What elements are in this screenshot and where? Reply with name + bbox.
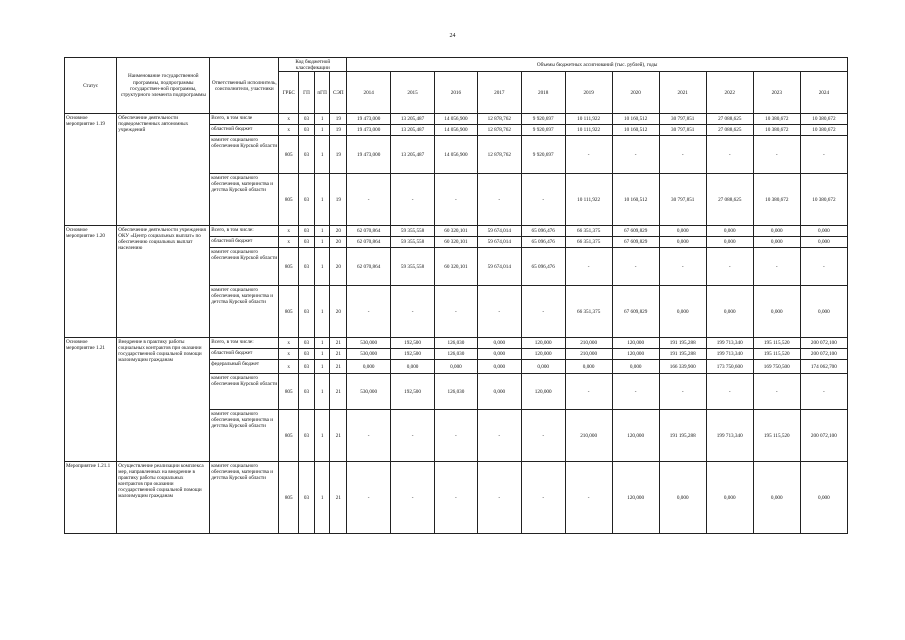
value-cell: 60 320,101 bbox=[435, 237, 478, 248]
value-cell: - bbox=[753, 248, 800, 286]
value-cell: 0,000 bbox=[612, 360, 659, 374]
value-cell: 199 713,340 bbox=[706, 338, 753, 349]
value-cell: - bbox=[521, 410, 565, 462]
code-cell: 805 bbox=[279, 286, 299, 338]
value-cell: - bbox=[391, 286, 435, 338]
code-cell: 805 bbox=[279, 248, 299, 286]
code-cell: 19 bbox=[330, 125, 347, 136]
value-cell: - bbox=[347, 410, 391, 462]
value-cell: 10 111,922 bbox=[565, 174, 612, 226]
value-cell: 10 380,672 bbox=[800, 174, 847, 226]
value-cell: - bbox=[435, 410, 478, 462]
value-cell: - bbox=[347, 462, 391, 534]
value-cell: 195 115,520 bbox=[753, 410, 800, 462]
value-cell: 530,000 bbox=[347, 374, 391, 410]
code-cell: 1 bbox=[314, 136, 330, 174]
status-header: Статус bbox=[65, 58, 117, 114]
status-cell: Основное мероприятие 1.20 bbox=[65, 226, 117, 338]
value-cell: 0,000 bbox=[659, 462, 706, 534]
value-cell: 0,000 bbox=[659, 286, 706, 338]
year-header: 2018 bbox=[521, 72, 565, 114]
value-cell: 12 878,762 bbox=[477, 114, 521, 125]
value-cell: - bbox=[612, 136, 659, 174]
name-cell: Осуществление реализации комплекса мер, направленных на внедрение в практику работы социальных контрактов при оказании государственной социальной помощи малоимущим гражданам bbox=[117, 462, 210, 534]
value-cell: 62 070,864 bbox=[347, 226, 391, 237]
value-cell: - bbox=[706, 248, 753, 286]
value-cell: 192,500 bbox=[391, 349, 435, 360]
value-cell: 66 351,375 bbox=[565, 237, 612, 248]
value-cell: - bbox=[521, 462, 565, 534]
value-cell: 10 380,672 bbox=[753, 114, 800, 125]
code-cell: 21 bbox=[330, 374, 347, 410]
value-cell: 166 339,900 bbox=[659, 360, 706, 374]
value-cell: 0,000 bbox=[391, 360, 435, 374]
code-cell: 1 bbox=[314, 237, 330, 248]
code-cell: x bbox=[279, 226, 299, 237]
value-cell: 120,000 bbox=[612, 349, 659, 360]
value-cell: 210,000 bbox=[565, 338, 612, 349]
value-cell: - bbox=[521, 286, 565, 338]
code-cell: 1 bbox=[314, 286, 330, 338]
value-cell: - bbox=[477, 462, 521, 534]
code-cell: 03 bbox=[299, 248, 315, 286]
value-cell: 66 351,375 bbox=[565, 286, 612, 338]
value-cell: - bbox=[477, 410, 521, 462]
value-cell: - bbox=[435, 174, 478, 226]
value-cell: - bbox=[800, 374, 847, 410]
value-cell: - bbox=[391, 410, 435, 462]
value-cell: - bbox=[391, 174, 435, 226]
code-cell: 03 bbox=[299, 125, 315, 136]
code-cell: 21 bbox=[330, 338, 347, 349]
value-cell: 0,000 bbox=[753, 462, 800, 534]
code-cell: 03 bbox=[299, 360, 315, 374]
value-cell: 9 920,697 bbox=[521, 136, 565, 174]
value-cell: 192,500 bbox=[391, 338, 435, 349]
value-cell: 530,000 bbox=[347, 349, 391, 360]
executor-cell: Всего, в том числе bbox=[210, 114, 279, 125]
value-cell: 0,000 bbox=[435, 360, 478, 374]
value-cell: 59 355,558 bbox=[391, 248, 435, 286]
value-cell: 0,000 bbox=[753, 226, 800, 237]
executor-cell: комитет социального обеспечения, материнства и детства Курской области bbox=[210, 174, 279, 226]
code-cell: 1 bbox=[314, 349, 330, 360]
year-header: 2024 bbox=[800, 72, 847, 114]
value-cell: 199 713,340 bbox=[706, 349, 753, 360]
value-cell: - bbox=[800, 136, 847, 174]
value-cell: 199 713,340 bbox=[706, 410, 753, 462]
budget-table bbox=[64, 57, 848, 534]
code-cell: 21 bbox=[330, 349, 347, 360]
value-cell: 27 088,625 bbox=[706, 174, 753, 226]
code-cell: 1 bbox=[314, 338, 330, 349]
code-group-header: Код бюджетной классификации bbox=[279, 58, 347, 72]
value-cell: - bbox=[435, 462, 478, 534]
value-cell: 530,000 bbox=[347, 338, 391, 349]
value-cell: 191 195,288 bbox=[659, 338, 706, 349]
code-cell: 03 bbox=[299, 286, 315, 338]
code-cell: 03 bbox=[299, 237, 315, 248]
value-cell: 173 750,600 bbox=[706, 360, 753, 374]
value-cell: 0,000 bbox=[706, 462, 753, 534]
code-cell: 1 bbox=[314, 248, 330, 286]
name-cell: Обеспечение деятельности учреждения ОКУ «Центр социальных выплат» по обеспечению социальных выплат населению bbox=[117, 226, 210, 338]
value-cell: 10 160,512 bbox=[612, 174, 659, 226]
code-col-header: СЭП bbox=[330, 72, 347, 114]
code-cell: x bbox=[279, 237, 299, 248]
value-cell: 65 096,476 bbox=[521, 248, 565, 286]
value-cell: 0,000 bbox=[706, 237, 753, 248]
value-cell: - bbox=[521, 174, 565, 226]
value-cell: 120,000 bbox=[521, 338, 565, 349]
value-cell: - bbox=[565, 248, 612, 286]
code-cell: x bbox=[279, 349, 299, 360]
value-cell: 120,000 bbox=[521, 374, 565, 410]
value-cell: 10 160,512 bbox=[612, 114, 659, 125]
value-cell: - bbox=[706, 136, 753, 174]
value-cell: 9 920,697 bbox=[521, 114, 565, 125]
value-cell: 13 205,487 bbox=[391, 125, 435, 136]
value-cell: 210,000 bbox=[565, 349, 612, 360]
code-cell: 19 bbox=[330, 136, 347, 174]
value-cell: 59 674,014 bbox=[477, 226, 521, 237]
value-cell: 59 355,558 bbox=[391, 226, 435, 237]
year-header: 2017 bbox=[477, 72, 521, 114]
value-cell: 0,000 bbox=[521, 360, 565, 374]
value-cell: - bbox=[612, 248, 659, 286]
executor-cell: комитет социального обеспечения, материнства и детства Курской области bbox=[210, 286, 279, 338]
code-cell: 19 bbox=[330, 114, 347, 125]
value-cell: 30 797,851 bbox=[659, 125, 706, 136]
table-body bbox=[65, 114, 848, 534]
value-cell: 10 380,672 bbox=[800, 125, 847, 136]
code-cell: x bbox=[279, 114, 299, 125]
value-cell: 120,000 bbox=[521, 349, 565, 360]
name-header: Наименование государственной программы, подпрограммы государствен-ной программы, структурного элемента подпрограммы bbox=[117, 58, 210, 114]
code-cell: 03 bbox=[299, 226, 315, 237]
code-cell: 1 bbox=[314, 125, 330, 136]
code-cell: 1 bbox=[314, 226, 330, 237]
value-cell: 191 195,288 bbox=[659, 410, 706, 462]
value-cell: 191 195,288 bbox=[659, 349, 706, 360]
value-cell: 65 096,476 bbox=[521, 237, 565, 248]
code-cell: 20 bbox=[330, 237, 347, 248]
name-cell: Обеспечение деятельности подведомственных автономных учреждений bbox=[117, 114, 210, 226]
code-cell: 03 bbox=[299, 410, 315, 462]
value-cell: 67 609,829 bbox=[612, 226, 659, 237]
status-cell: Основное мероприятие 1.21 bbox=[65, 338, 117, 462]
code-cell: x bbox=[279, 360, 299, 374]
value-cell: 0,000 bbox=[659, 237, 706, 248]
value-cell: - bbox=[565, 462, 612, 534]
value-cell: 200 072,100 bbox=[800, 410, 847, 462]
value-cell: 0,000 bbox=[477, 374, 521, 410]
value-cell: 27 088,625 bbox=[706, 114, 753, 125]
value-cell: 14 056,900 bbox=[435, 125, 478, 136]
value-cell: 0,000 bbox=[800, 462, 847, 534]
volume-group-header: Объемы бюджетных ассигнований (тыс. рублей), годы bbox=[347, 58, 848, 72]
name-cell: Внедрение в практику работы социальных контрактов при оказании государственной социальной помощи малоимущим гражданам bbox=[117, 338, 210, 462]
value-cell: - bbox=[347, 286, 391, 338]
value-cell: 10 380,672 bbox=[753, 174, 800, 226]
code-cell: 03 bbox=[299, 338, 315, 349]
value-cell: 62 070,864 bbox=[347, 237, 391, 248]
executor-cell: комитет социального обеспечения Курской области bbox=[210, 248, 279, 286]
value-cell: 59 355,558 bbox=[391, 237, 435, 248]
code-cell: 805 bbox=[279, 410, 299, 462]
value-cell: - bbox=[706, 374, 753, 410]
year-header: 2021 bbox=[659, 72, 706, 114]
code-cell: 805 bbox=[279, 374, 299, 410]
year-header: 2023 bbox=[753, 72, 800, 114]
code-cell: 20 bbox=[330, 286, 347, 338]
value-cell: 200 072,100 bbox=[800, 338, 847, 349]
code-cell: 1 bbox=[314, 174, 330, 226]
code-cell: 1 bbox=[314, 360, 330, 374]
code-cell: 21 bbox=[330, 360, 347, 374]
value-cell: - bbox=[659, 374, 706, 410]
code-col-header: ГРБС bbox=[279, 72, 299, 114]
value-cell: 12 878,762 bbox=[477, 125, 521, 136]
value-cell: 59 674,014 bbox=[477, 248, 521, 286]
year-header: 2022 bbox=[706, 72, 753, 114]
table-header bbox=[65, 58, 848, 114]
value-cell: 67 609,829 bbox=[612, 286, 659, 338]
value-cell: - bbox=[565, 136, 612, 174]
table-row bbox=[65, 338, 848, 349]
code-cell: 805 bbox=[279, 136, 299, 174]
value-cell: - bbox=[477, 174, 521, 226]
value-cell: 0,000 bbox=[800, 226, 847, 237]
value-cell: 66 351,375 bbox=[565, 226, 612, 237]
code-cell: 20 bbox=[330, 226, 347, 237]
value-cell: 12 878,762 bbox=[477, 136, 521, 174]
executor-cell: областной бюджет bbox=[210, 349, 279, 360]
status-cell: Основное мероприятие 1.19 bbox=[65, 114, 117, 226]
value-cell: 174 062,700 bbox=[800, 360, 847, 374]
value-cell: 192,500 bbox=[391, 374, 435, 410]
value-cell: 10 160,512 bbox=[612, 125, 659, 136]
code-cell: 03 bbox=[299, 114, 315, 125]
value-cell: 120,000 bbox=[612, 462, 659, 534]
value-cell: - bbox=[477, 286, 521, 338]
value-cell: 0,000 bbox=[706, 286, 753, 338]
value-cell: - bbox=[391, 462, 435, 534]
value-cell: 0,000 bbox=[477, 349, 521, 360]
value-cell: 10 111,922 bbox=[565, 125, 612, 136]
value-cell: 19 473,000 bbox=[347, 136, 391, 174]
value-cell: 13 205,487 bbox=[391, 114, 435, 125]
code-cell: 805 bbox=[279, 174, 299, 226]
value-cell: 120,000 bbox=[612, 338, 659, 349]
value-cell: 10 380,672 bbox=[800, 114, 847, 125]
code-cell: x bbox=[279, 125, 299, 136]
value-cell: 10 111,922 bbox=[565, 114, 612, 125]
code-cell: 805 bbox=[279, 462, 299, 534]
value-cell: 67 609,829 bbox=[612, 237, 659, 248]
value-cell: 60 320,101 bbox=[435, 226, 478, 237]
year-header: 2019 bbox=[565, 72, 612, 114]
value-cell: 10 380,672 bbox=[753, 125, 800, 136]
value-cell: 0,000 bbox=[753, 237, 800, 248]
code-cell: 03 bbox=[299, 462, 315, 534]
code-cell: 21 bbox=[330, 462, 347, 534]
executor-cell: комитет социального обеспечения Курской области bbox=[210, 374, 279, 410]
value-cell: 19 473,000 bbox=[347, 125, 391, 136]
value-cell: 0,000 bbox=[800, 286, 847, 338]
value-cell: - bbox=[753, 136, 800, 174]
value-cell: 14 056,900 bbox=[435, 114, 478, 125]
code-cell: 03 bbox=[299, 174, 315, 226]
table-row bbox=[65, 226, 848, 237]
year-header: 2015 bbox=[391, 72, 435, 114]
code-cell: 1 bbox=[314, 374, 330, 410]
value-cell: 195 115,520 bbox=[753, 349, 800, 360]
value-cell: 169 750,500 bbox=[753, 360, 800, 374]
code-cell: 1 bbox=[314, 410, 330, 462]
value-cell: - bbox=[800, 248, 847, 286]
code-cell: 03 bbox=[299, 136, 315, 174]
value-cell: 200 072,100 bbox=[800, 349, 847, 360]
executor-cell: комитет социального обеспечения, материнства и детства Курской области bbox=[210, 410, 279, 462]
value-cell: 27 088,625 bbox=[706, 125, 753, 136]
value-cell: 195 115,520 bbox=[753, 338, 800, 349]
page-number: 24 bbox=[449, 33, 456, 39]
code-cell: 1 bbox=[314, 462, 330, 534]
table-row bbox=[65, 114, 848, 125]
value-cell: 0,000 bbox=[753, 286, 800, 338]
value-cell: 30 797,851 bbox=[659, 174, 706, 226]
value-cell: 13 205,487 bbox=[391, 136, 435, 174]
value-cell: 0,000 bbox=[565, 360, 612, 374]
value-cell: 126,030 bbox=[435, 338, 478, 349]
executor-cell: Всего, в том числе: bbox=[210, 338, 279, 349]
code-cell: 20 bbox=[330, 248, 347, 286]
executor-header: Ответственный исполнитель, соисполнители, участники bbox=[210, 58, 279, 114]
year-header: 2014 bbox=[347, 72, 391, 114]
value-cell: - bbox=[435, 286, 478, 338]
code-cell: 19 bbox=[330, 174, 347, 226]
value-cell: 62 070,864 bbox=[347, 248, 391, 286]
executor-cell: комитет социального обеспечения Курской области bbox=[210, 136, 279, 174]
value-cell: 0,000 bbox=[477, 360, 521, 374]
code-cell: 1 bbox=[314, 114, 330, 125]
value-cell: - bbox=[565, 374, 612, 410]
value-cell: - bbox=[347, 174, 391, 226]
status-cell: Мероприятие 1.21.1 bbox=[65, 462, 117, 534]
value-cell: 126,030 bbox=[435, 349, 478, 360]
executor-cell: областной бюджет bbox=[210, 237, 279, 248]
value-cell: 0,000 bbox=[706, 226, 753, 237]
value-cell: 126,030 bbox=[435, 374, 478, 410]
value-cell: 30 797,851 bbox=[659, 114, 706, 125]
value-cell: 9 920,697 bbox=[521, 125, 565, 136]
code-cell: 03 bbox=[299, 374, 315, 410]
value-cell: 19 473,000 bbox=[347, 114, 391, 125]
code-col-header: пГП bbox=[314, 72, 330, 114]
value-cell: 120,000 bbox=[612, 410, 659, 462]
value-cell: - bbox=[753, 374, 800, 410]
executor-cell: Всего, в том числе: bbox=[210, 226, 279, 237]
value-cell: - bbox=[659, 248, 706, 286]
year-header: 2016 bbox=[435, 72, 478, 114]
year-header: 2020 bbox=[612, 72, 659, 114]
value-cell: 0,000 bbox=[659, 226, 706, 237]
executor-cell: комитет социального обеспечения, материнства и детства Курской области bbox=[210, 462, 279, 534]
value-cell: - bbox=[612, 374, 659, 410]
executor-cell: областной бюджет bbox=[210, 125, 279, 136]
value-cell: 65 096,476 bbox=[521, 226, 565, 237]
value-cell: 210,000 bbox=[565, 410, 612, 462]
value-cell: - bbox=[659, 136, 706, 174]
code-cell: x bbox=[279, 338, 299, 349]
executor-cell: федеральный бюджет bbox=[210, 360, 279, 374]
value-cell: 0,000 bbox=[347, 360, 391, 374]
code-cell: 03 bbox=[299, 349, 315, 360]
code-cell: 21 bbox=[330, 410, 347, 462]
code-col-header: ГП bbox=[299, 72, 315, 114]
value-cell: 60 320,101 bbox=[435, 248, 478, 286]
value-cell: 0,000 bbox=[800, 237, 847, 248]
value-cell: 14 056,900 bbox=[435, 136, 478, 174]
value-cell: 59 674,014 bbox=[477, 237, 521, 248]
value-cell: 0,000 bbox=[477, 338, 521, 349]
table-row bbox=[65, 462, 848, 534]
